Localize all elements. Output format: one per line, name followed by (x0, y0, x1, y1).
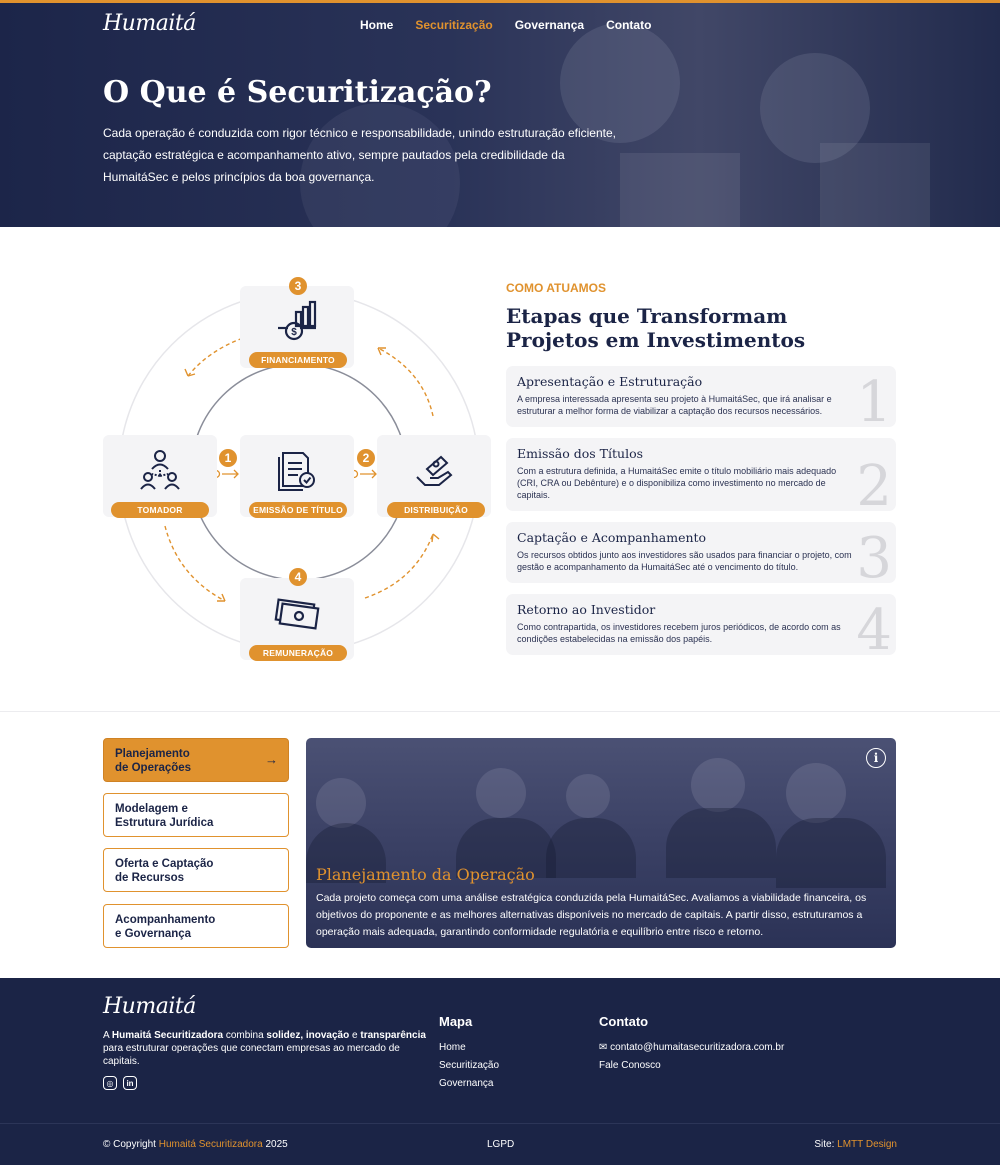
tab-label-line1: Modelagem e (115, 803, 188, 815)
label-tomador: TOMADOR (111, 502, 209, 518)
footer (0, 978, 1000, 1165)
badge-3: 3 (289, 277, 307, 295)
team-icon (137, 447, 183, 493)
step-title: Apresentação e Estruturação (517, 374, 703, 389)
tab-panel (306, 738, 896, 948)
step-number: 4 (856, 598, 892, 655)
tab-label-line1: Planejamento (115, 748, 190, 760)
tab-label-line2: de Recursos (115, 872, 185, 884)
document-check-icon (274, 447, 320, 493)
steps-title: Etapas que Transformam Projetos em Investimentos (506, 304, 806, 352)
site-credit[interactable]: Site: LMTT Design (814, 1139, 897, 1150)
step-card (506, 366, 896, 427)
label-remuneracao: REMUNERAÇÃO (249, 645, 347, 661)
tab-label-line2: e Governança (115, 928, 192, 940)
nav-governanca[interactable]: Governança (514, 18, 585, 32)
securitization-diagram (103, 276, 495, 668)
svg-text:$: $ (291, 327, 297, 338)
hero-text: Cada operação é conduzida com rigor técnico e responsabilidade, unindo estruturação eficiente, captação estratégica e acompanhamento ativo, sempre pautados pela credibilidade da HumaitáSec e pelos princípios da boa governança. (103, 126, 616, 184)
step-text: A empresa interessada apresenta seu projeto à HumaitáSec, que irá analisar e estruturar a melhor forma de viabilizar a captação dos recursos necessários. (517, 394, 832, 416)
tab-label-line2: Estrutura Jurídica (115, 817, 214, 829)
nav-home[interactable]: Home (360, 18, 394, 32)
info-icon[interactable]: i (866, 748, 886, 768)
social-links (103, 1076, 137, 1090)
page-title: O Que é Securitização? (103, 75, 492, 110)
hero (0, 0, 1000, 227)
panel-text: Cada projeto começa com uma análise estratégica conduzida pela HumaitáSec. Avaliamos a viabilidade financeira, os objetivos do proponente e as melhores alternativas disponíveis no mercado de capitais. A partir disso, estruturamos a operação mais adequada, garantindo conformidade regulatória e equilíbrio entre risco e retorno. (316, 892, 867, 938)
copyright: © Copyright Humaitá Securitizadora 2025 (103, 1139, 288, 1150)
step-card (506, 594, 896, 655)
panel-title: Planejamento da Operação (316, 865, 535, 884)
footer-contact-title: Contato (599, 1014, 649, 1029)
arrow-right-icon: → (265, 752, 278, 767)
step-title: Captação e Acompanhamento (517, 530, 707, 545)
footer-link-home[interactable]: Home (439, 1042, 466, 1053)
footer-separator (0, 1123, 1000, 1124)
tab-label-line2: de Operações (115, 762, 192, 774)
step-number: 3 (856, 526, 892, 583)
step-title: Retorno ao Investidor (517, 602, 656, 617)
footer-link-securitizacao[interactable]: Securitização (439, 1060, 500, 1071)
step-card (506, 438, 896, 511)
lgpd-link[interactable]: LGPD (487, 1139, 515, 1150)
label-financiamento: FINANCIAMENTO (249, 352, 347, 368)
nav-contato[interactable]: Contato (606, 18, 652, 32)
tab-modelagem[interactable] (103, 793, 289, 837)
mail-icon: ✉ (599, 1042, 611, 1053)
chart-money-icon (274, 298, 320, 344)
footer-map-title: Mapa (439, 1014, 473, 1029)
tab-planejamento[interactable] (103, 738, 289, 782)
tab-label-line1: Oferta e Captação (115, 858, 214, 870)
nav-securitizacao[interactable]: Securitização (415, 18, 493, 32)
footer-fale-conosco[interactable]: Fale Conosco (599, 1060, 661, 1071)
footer-link-governanca[interactable]: Governança (439, 1078, 494, 1089)
badge-2: 2 (357, 449, 375, 467)
hand-money-icon (411, 447, 457, 493)
tab-acompanhamento[interactable] (103, 904, 289, 948)
tab-label-line1: Acompanhamento (115, 914, 216, 926)
badge-4: 4 (289, 568, 307, 586)
banknote-icon (274, 590, 320, 636)
step-number: 2 (856, 454, 892, 511)
linkedin-icon[interactable]: in (123, 1076, 137, 1090)
logo[interactable]: Humaitá (103, 11, 196, 36)
section-divider (0, 711, 1000, 712)
label-emissao: EMISSÃO DE TÍTULO (249, 502, 347, 518)
step-title: Emissão dos Títulos (517, 446, 644, 461)
footer-about: A Humaitá Securitizadora combina solidez, inovação e transparência para estruturar operações que conectam empresas ao mercado de capitais. (103, 1030, 426, 1067)
steps-eyebrow: COMO ATUAMOS (506, 281, 606, 295)
footer-email[interactable]: ✉ contato@humaitasecuritizadora.com.br (599, 1042, 785, 1053)
footer-logo[interactable]: Humaitá (103, 994, 196, 1019)
label-distribuicao: DISTRIBUIÇÃO (387, 502, 485, 518)
step-number: 1 (856, 370, 892, 427)
tab-oferta[interactable] (103, 848, 289, 892)
step-card (506, 522, 896, 583)
main-nav (360, 18, 651, 32)
badge-1: 1 (219, 449, 237, 467)
step-text: Como contrapartida, os investidores recebem juros periódicos, de acordo com as condições estabelecidas na emissão dos papéis. (517, 622, 841, 644)
step-text: Os recursos obtidos junto aos investidores são usados para financiar o projeto, com gestão e acompanhamento da HumaitáSec até o vencimento do título. (517, 550, 852, 572)
step-text: Com a estrutura definida, a HumaitáSec emite o título mobiliário mais adequado (CRI, CRA ou Debênture) e o disponibiliza como investimento no mercado de capitais. (517, 466, 837, 500)
instagram-icon[interactable]: ◎ (103, 1076, 117, 1090)
